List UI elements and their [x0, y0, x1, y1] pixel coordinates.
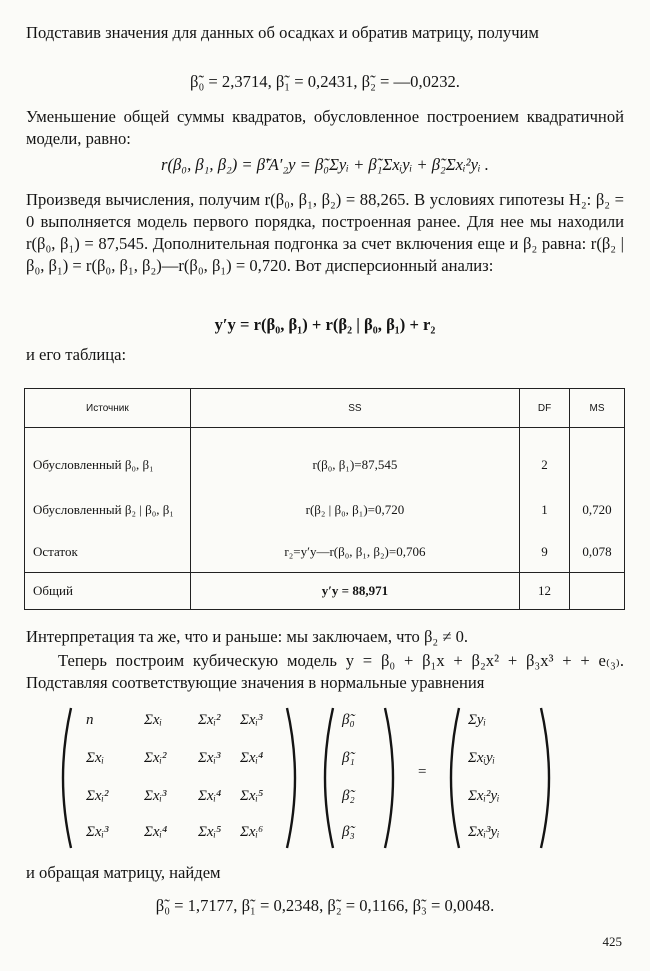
matrix-cell: Σxᵢ⁵ — [198, 824, 222, 840]
paragraph-table-intro — [26, 344, 624, 366]
paragraph-intro — [26, 22, 624, 44]
matrix-cell: Σxᵢ³ — [86, 824, 109, 840]
table-header-row — [25, 389, 625, 428]
page-number: 425 — [602, 934, 622, 949]
header-df: DF — [520, 389, 570, 428]
equation-yy-decomposition: y′y = r(β₀, β₁) + r(β₂ | β₀, β₁) + r₂ — [214, 315, 436, 334]
header-ss: SS — [190, 389, 519, 428]
matrix-cell: Σxᵢ² — [144, 750, 167, 766]
paragraph-text: и обращая матрицу, найдем — [26, 863, 221, 882]
equation-r-quadratic: r(β₀, β₁, β₂) = β̃′A′₂y = β̃₀Σyᵢ + β̃₁Σxᵢyᵢ + β̃₂Σxᵢ²yᵢ . — [161, 155, 489, 174]
matrix-cell: Σxᵢ⁶ — [240, 824, 264, 840]
matrix-cell: Σxᵢ³ — [198, 750, 221, 766]
table-row — [25, 428, 625, 489]
equals-sign: = — [418, 764, 427, 780]
matrix-cell: Σxᵢ⁴ — [198, 788, 222, 804]
left-paren-matrix — [54, 706, 74, 850]
header-source: Источник — [25, 389, 191, 428]
row-ss: r₂=y′y—r(β₀, β₁, β₂)=0,706 — [190, 532, 519, 573]
paragraph-computation — [26, 189, 624, 277]
table-total-row — [25, 573, 625, 610]
total-ss: y′y = 88,971 — [190, 573, 519, 610]
rhs-cell: Σxᵢ²yᵢ — [468, 788, 500, 804]
beta-cell: β̃₁ — [342, 750, 355, 766]
rhs-cell: Σxᵢyᵢ — [468, 750, 495, 766]
matrix-cell: Σxᵢ² — [198, 712, 221, 728]
paragraph-text: Теперь построим кубическую модель y = β₀ + β₁x + β₂x² + β₃x³ + + e₍₃₎. Подставляя соответствующие значения в нормальные уравнения — [26, 651, 624, 692]
row-ms: 0,720 — [570, 488, 625, 532]
row-df: 9 — [520, 532, 570, 573]
matrix-cell: Σxᵢ² — [86, 788, 109, 804]
row-source: Обусловленный β₂ | β₀, β₁ — [25, 488, 191, 532]
table-row — [25, 532, 625, 573]
row-df: 1 — [520, 488, 570, 532]
beta-cell: β̃₃ — [342, 824, 355, 840]
total-source: Общий — [25, 573, 191, 610]
total-ms — [570, 573, 625, 610]
normal-equations — [40, 706, 620, 850]
row-source: Обусловленный β₀, β₁ — [25, 428, 191, 489]
paragraph-text: Подставив значения для данных об осадках и обратив матрицу, получим — [26, 23, 539, 42]
equation-estimates-cubic: β̃₀ = 1,7177, β̃₁ = 0,2348, β̃₂ = 0,1166, β̃₃ = 0,0048. — [155, 896, 495, 915]
paragraph-interpretation — [26, 626, 624, 648]
total-df: 12 — [520, 573, 570, 610]
matrix-cell: Σxᵢ⁴ — [144, 824, 168, 840]
matrix-cell: Σxᵢ⁴ — [240, 750, 264, 766]
rhs-cell: Σyᵢ — [468, 712, 486, 728]
paragraph-text: и его таблица: — [26, 345, 127, 364]
right-paren-rhs — [538, 706, 558, 850]
beta-cell: β̃₀ — [342, 712, 355, 728]
row-df: 2 — [520, 428, 570, 489]
matrix-cell: Σxᵢ⁵ — [240, 788, 264, 804]
matrix-cell: Σxᵢ — [144, 712, 162, 728]
paragraph-inversion — [26, 862, 624, 884]
row-ms: 0,078 — [570, 532, 625, 573]
left-paren-rhs — [442, 706, 462, 850]
matrix-cell: Σxᵢ³ — [240, 712, 263, 728]
right-paren-matrix — [284, 706, 304, 850]
paragraph-text: Уменьшение общей суммы квадратов, обусловленное построением квадратичной модели, равно: — [26, 107, 624, 148]
paragraph-cubic-model — [26, 650, 624, 694]
matrix-cell: n — [86, 712, 94, 728]
row-ss: r(β₀, β₁)=87,545 — [190, 428, 519, 489]
right-paren-beta — [382, 706, 402, 850]
row-ss: r(β₂ | β₀, β₁)=0,720 — [190, 488, 519, 532]
equation-estimates-quadratic: β̃₀ = 2,3714, β̃₁ = 0,2431, β̃₂ = —0,0232. — [190, 72, 460, 91]
row-source: Остаток — [25, 532, 191, 573]
header-ms: MS — [570, 389, 625, 428]
paragraph-text: Произведя вычисления, получим r(β₀, β₁, β₂) = 88,265. В условиях гипотезы H₂: β₂ = 0 выполняется модель первого порядка, построенная ранее. Для нее мы находили r(β₀, β₁) = 87,545. Дополнительная подгонка за счет включения еще и β₂ равна: r(β₂ | β₀, β₁) = r(β₀, β₁, β₂)—r(β₀, β₁) = 0,720. Вот дисперсионный анализ: — [26, 190, 624, 275]
paragraph-ss-reduction — [26, 106, 624, 150]
anova-table — [24, 388, 625, 610]
rhs-cell: Σxᵢ³yᵢ — [468, 824, 500, 840]
matrix-cell: Σxᵢ³ — [144, 788, 167, 804]
beta-cell: β̃₂ — [342, 788, 355, 804]
matrix-cell: Σxᵢ — [86, 750, 104, 766]
left-paren-beta — [316, 706, 336, 850]
paragraph-text: Интерпретация та же, что и раньше: мы заключаем, что β₂ ≠ 0. — [26, 627, 469, 646]
row-ms — [570, 428, 625, 489]
table-row — [25, 488, 625, 532]
